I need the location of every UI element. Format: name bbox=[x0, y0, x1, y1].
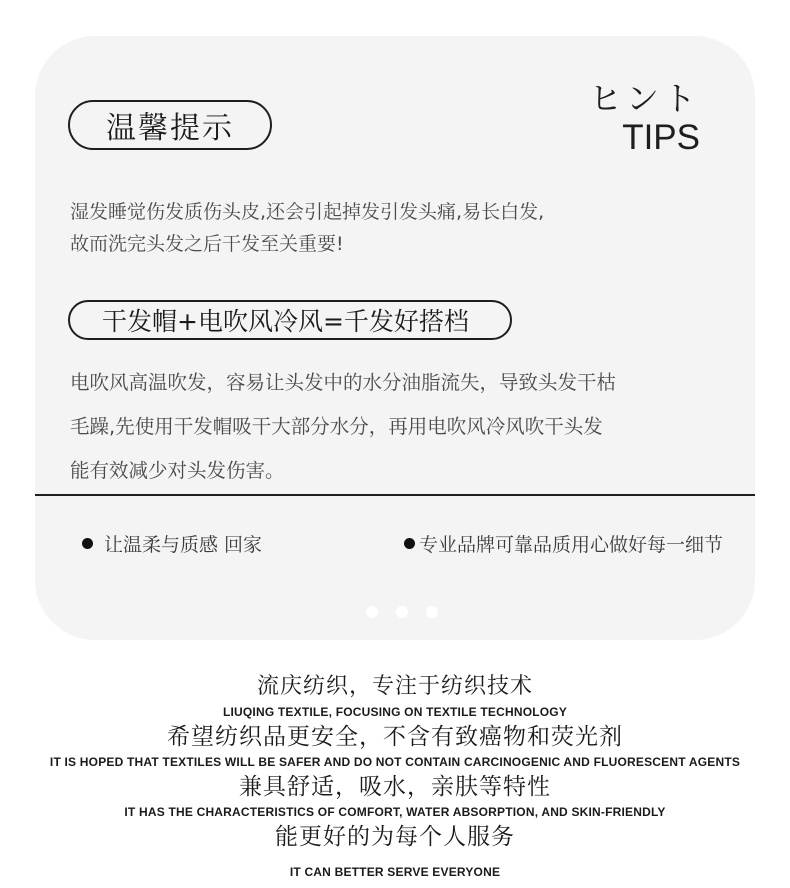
pager-dot[interactable] bbox=[426, 606, 438, 618]
pager-dot[interactable] bbox=[366, 606, 378, 618]
carousel-pager bbox=[366, 606, 438, 618]
brand-statements bbox=[0, 670, 790, 880]
statement-zh: 兼具舒适，吸水，亲肤等特性 bbox=[239, 774, 551, 800]
intro-paragraph bbox=[70, 196, 544, 260]
statement-en: LIUQING TEXTILE, FOCUSING ON TEXTILE TECHNOLOGY bbox=[222, 705, 568, 719]
bullet-dot-icon bbox=[404, 538, 415, 549]
explanation-line: 能有效减少对头发伤害。 bbox=[70, 459, 285, 482]
tips-card bbox=[35, 36, 755, 640]
tips-label bbox=[589, 80, 700, 158]
tips-label-jp: ヒント bbox=[589, 80, 700, 117]
bullet-dot-icon bbox=[82, 538, 93, 549]
statement-zh: 希望纺织品更安全，不含有致癌物和荧光剂 bbox=[167, 724, 623, 750]
explanation-line: 毛躁,先使用干发帽吸干大部分水分，再用电吹风冷风吹干头发 bbox=[70, 415, 603, 438]
tips-label-en: TIPS bbox=[622, 118, 700, 157]
intro-line: 湿发睡觉伤发质伤头皮,还会引起掉发引发头痛,易长白发, bbox=[70, 201, 545, 223]
feature-text: 让温柔与质感 回家 bbox=[104, 534, 263, 556]
explanation-paragraph bbox=[70, 361, 616, 493]
statement-en: IT HAS THE CHARACTERISTICS OF COMFORT, WATER ABSORPTION, AND SKIN-FRIENDLY bbox=[124, 805, 666, 819]
feature-text: 专业品牌可靠品质用心做好每一细节 bbox=[419, 534, 724, 556]
statement-zh: 能更好的为每个人服务 bbox=[275, 824, 515, 850]
combo-subheading: 干发帽+电吹风冷风=千发好搭档 bbox=[68, 300, 512, 340]
feature-bullet bbox=[82, 530, 262, 557]
statement-zh: 流庆纺织，专注于纺织技术 bbox=[256, 674, 533, 699]
warm-tips-heading: 温馨提示 bbox=[68, 100, 272, 150]
feature-bullet bbox=[404, 530, 723, 557]
pager-dot[interactable] bbox=[396, 606, 408, 618]
statement-en: IT CAN BETTER SERVE EVERYONE bbox=[289, 865, 501, 879]
divider bbox=[35, 494, 755, 496]
explanation-line: 电吹风高温吹发，容易让头发中的水分油脂流失，导致头发干枯 bbox=[70, 371, 617, 394]
intro-line: 故而洗完头发之后干发至关重要! bbox=[70, 233, 344, 255]
statement-en: IT IS HOPED THAT TEXTILES WILL BE SAFER AND DO NOT CONTAIN CARCINOGENIC AND FLUORESCENT AGENTS bbox=[49, 755, 741, 769]
